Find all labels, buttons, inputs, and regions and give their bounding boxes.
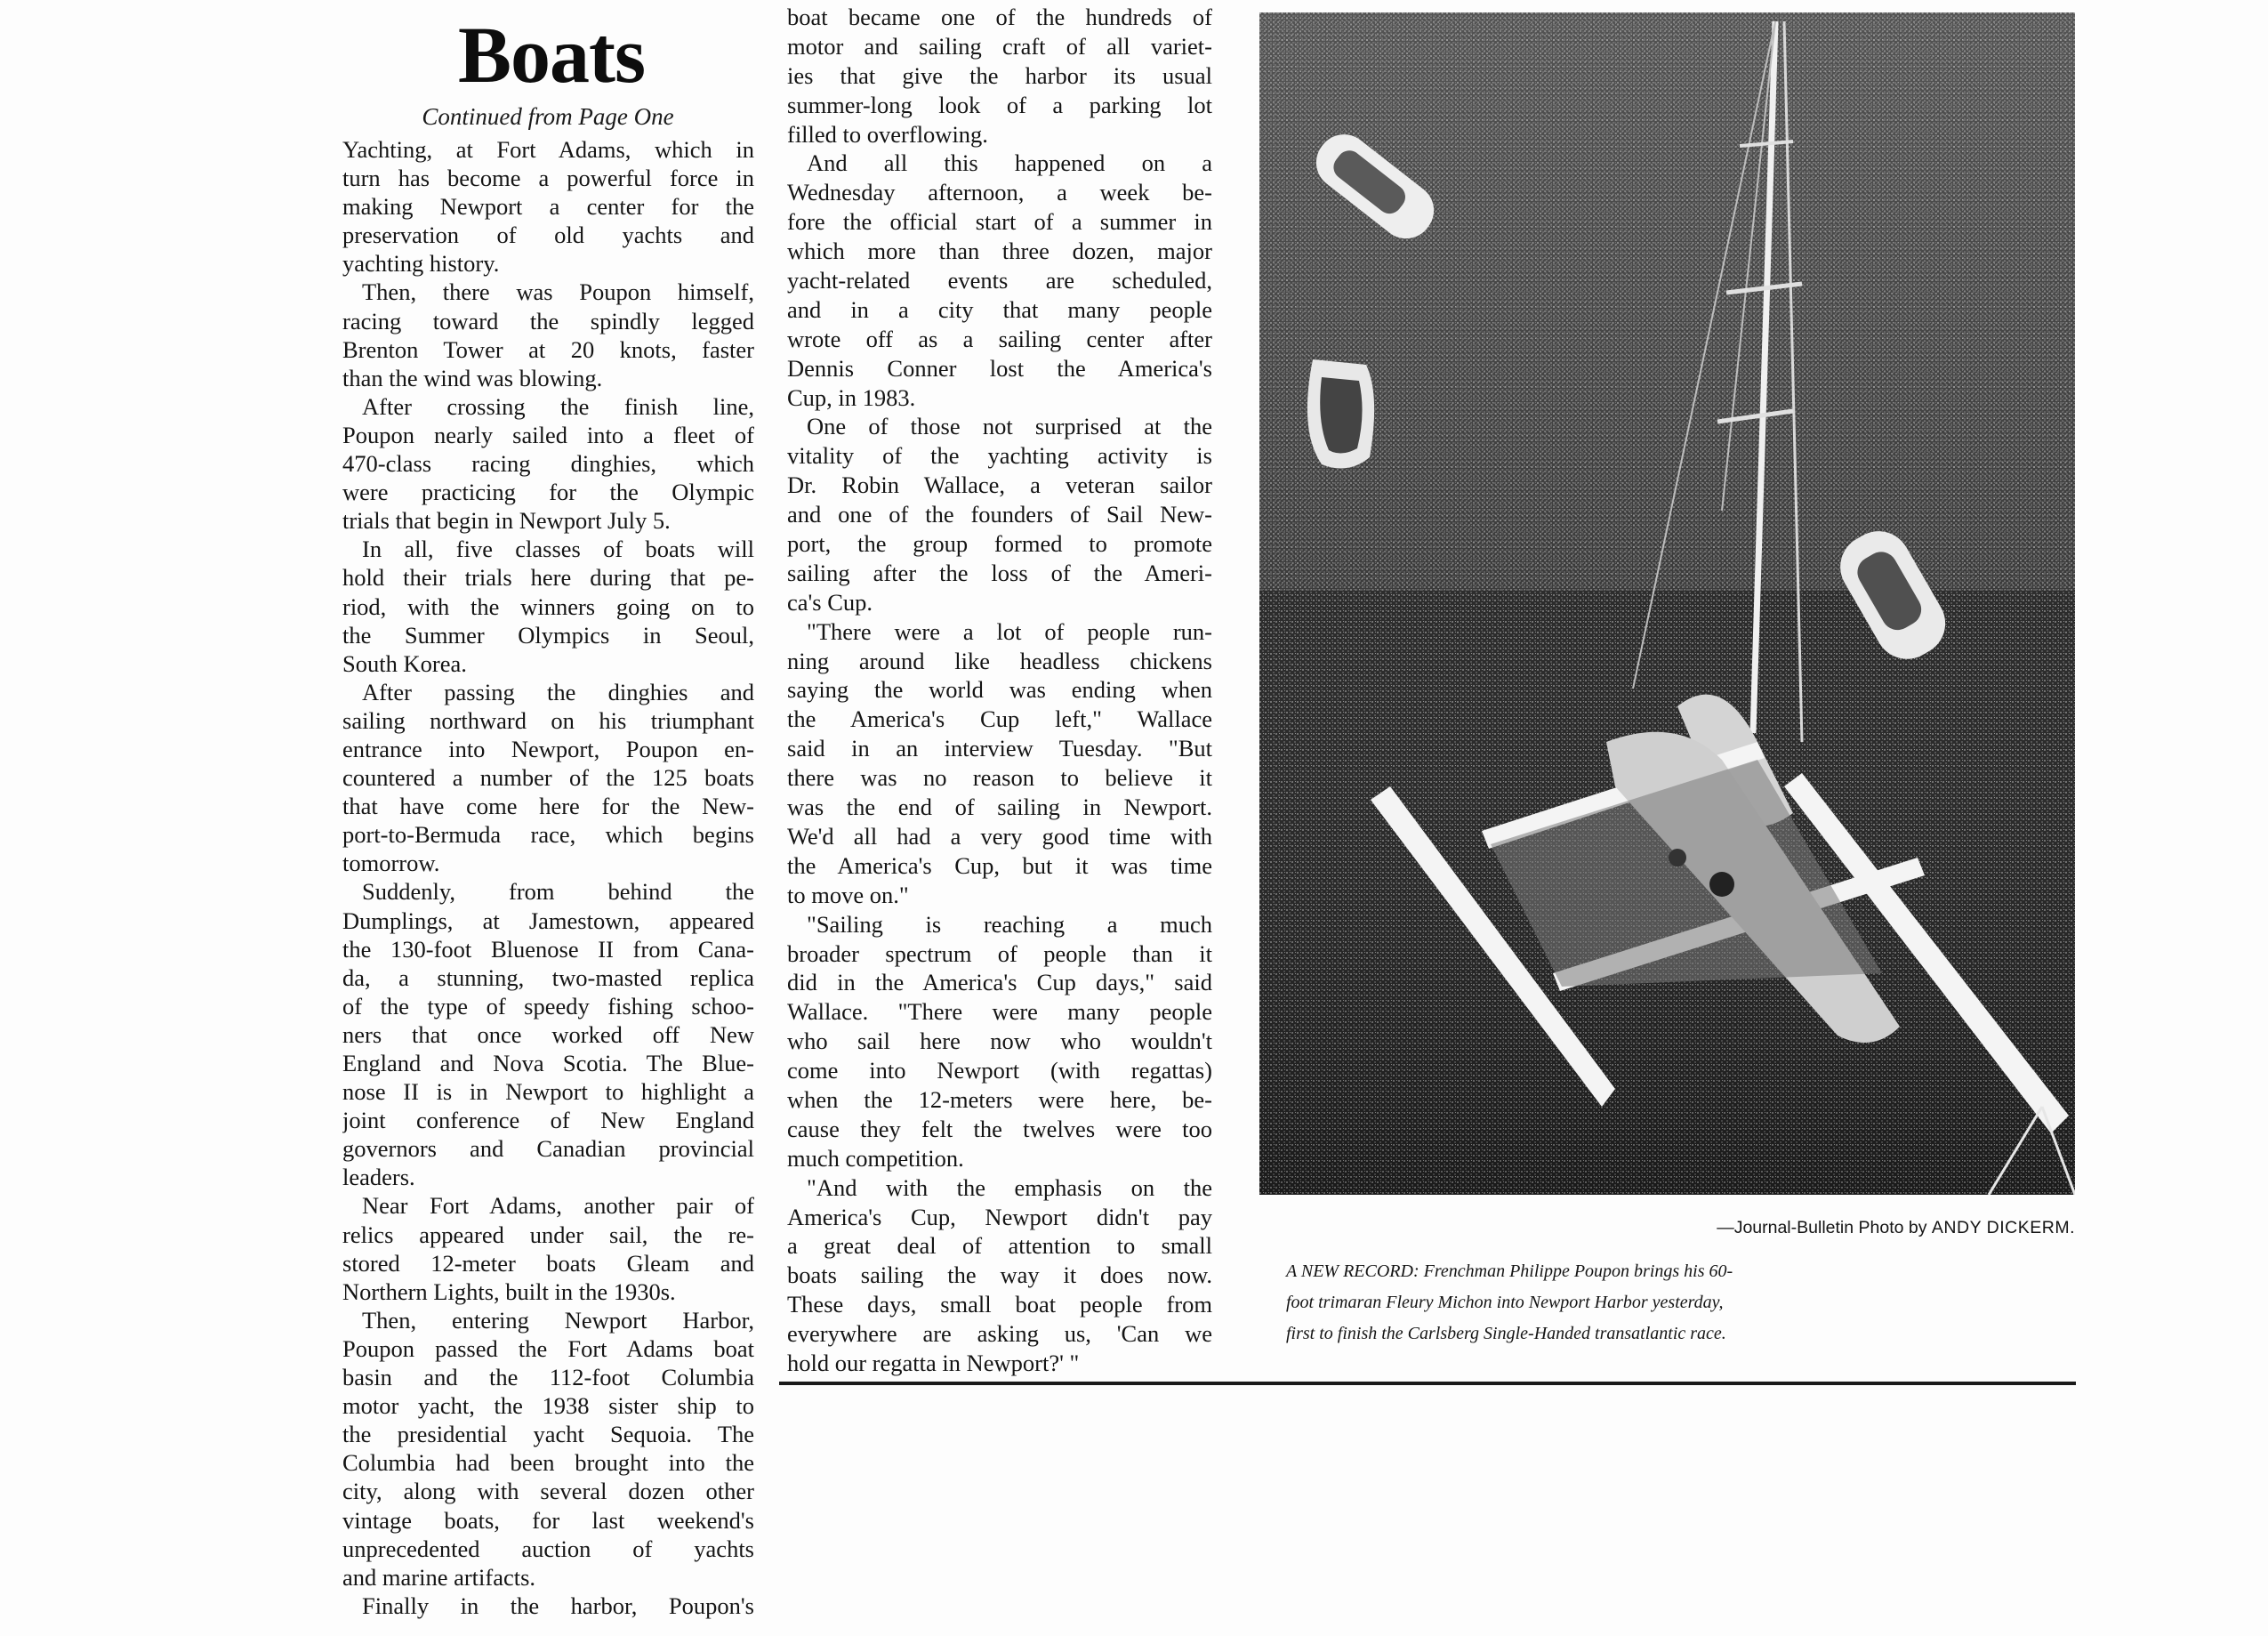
article-line: the 130-foot Bluenose II from Cana- — [342, 935, 754, 963]
article-line: entrance into Newport, Poupon en- — [342, 735, 754, 762]
article-line: motor and sailing craft of all variet- — [787, 32, 1212, 60]
article-line: unprecedented auction of yachts — [342, 1535, 754, 1562]
article-line: a great deal of attention to small — [787, 1232, 1212, 1260]
caption-line: foot trimaran Fleury Michon into Newport Harbor yesterday, — [1286, 1293, 1724, 1312]
article-line: Columbia had been brought into the — [342, 1449, 754, 1477]
article-line: ies that give the harbor its usual — [787, 61, 1212, 89]
article-line: Near Fort Adams, another pair of — [362, 1192, 754, 1220]
article-line: and in a city that many people — [787, 295, 1212, 323]
article-line: than the wind was blowing. — [342, 364, 603, 391]
article-line: was the end of sailing in Newport. — [787, 794, 1212, 821]
article-line: said in an interview Tuesday. "But — [787, 735, 1212, 762]
photographer-name: ANDY DICKERM. — [1931, 1218, 2075, 1237]
article-line: 470-class racing dinghies, which — [342, 450, 754, 478]
article-line: countered a number of the 125 boats — [342, 764, 754, 792]
article-line: ning around like headless chickens — [787, 647, 1212, 674]
article-line: In all, five classes of boats will — [362, 536, 754, 563]
article-line: were practicing for the Olympic — [342, 479, 754, 506]
trimaran-photo — [1259, 12, 2075, 1195]
article-line: when the 12-meters were here, be- — [787, 1085, 1212, 1113]
article-line: turn has become a powerful force in — [342, 165, 754, 192]
article-column-2 — [787, 3, 1212, 1378]
article-line: sailing after the loss of the Ameri- — [787, 559, 1212, 586]
article-column-1 — [342, 135, 754, 1620]
article-line: sailing northward on his triumphant — [342, 706, 754, 734]
article-line: port-to-Bermuda race, which begins — [342, 821, 754, 849]
article-line: Then, entering Newport Harbor, — [362, 1306, 754, 1334]
trimaran-photo-illustration — [1259, 12, 2075, 1195]
article-line: leaders. — [342, 1164, 415, 1191]
article-line: Finally in the harbor, Poupon's — [362, 1592, 754, 1619]
article-line: ners that once worked off New — [342, 1020, 754, 1048]
article-line: motor yacht, the 1938 sister ship to — [342, 1392, 754, 1420]
article-line: Suddenly, from behind the — [362, 878, 754, 906]
article-line: boats sailing the way it does now. — [787, 1261, 1212, 1289]
article-line: riod, with the winners going on to — [342, 592, 754, 620]
article-line: port, the group formed to promote — [787, 530, 1212, 558]
article-line: stored 12-meter boats Gleam and — [342, 1249, 754, 1277]
article-line: South Korea. — [342, 649, 467, 677]
article-line: summer-long look of a parking lot — [787, 91, 1212, 118]
article-line: hold our regatta in Newport?' " — [787, 1349, 1080, 1376]
article-line: everywhere are asking us, 'Can we — [787, 1320, 1212, 1348]
article-line: Poupon passed the Fort Adams boat — [342, 1334, 754, 1362]
caption-line: first to finish the Carlsberg Single-Handed transatlantic race. — [1286, 1324, 1726, 1343]
article-line: relics appeared under sail, the re- — [342, 1221, 754, 1248]
article-line: governors and Canadian provincial — [342, 1135, 754, 1163]
headline: Boats — [457, 12, 646, 100]
article-line: to move on." — [787, 881, 909, 908]
article-line: One of those not surprised at the — [807, 413, 1212, 440]
photo-credit-prefix: —Journal-Bulletin Photo by — [1717, 1218, 1927, 1237]
article-line: much competition. — [787, 1144, 964, 1172]
article-line: Brenton Tower at 20 knots, faster — [342, 335, 754, 363]
article-line: and marine artifacts. — [342, 1563, 536, 1591]
article-line: "And with the emphasis on the — [807, 1173, 1212, 1201]
article-line: who sail here now who wouldn't — [787, 1028, 1212, 1055]
article-line: basin and the 112-foot Columbia — [342, 1364, 754, 1391]
article-line: the America's Cup, but it was time — [787, 851, 1212, 879]
photo-credit — [1601, 1216, 2075, 1239]
article-line: yacht-related events are scheduled, — [787, 267, 1212, 294]
article-line: After passing the dinghies and — [362, 678, 754, 705]
article-line: da, a stunning, two-masted replica — [342, 963, 754, 991]
article-line: joint conference of New England — [342, 1107, 754, 1134]
article-line: Yachting, at Fort Adams, which in — [342, 136, 754, 163]
article-line: city, along with several dozen other — [342, 1478, 754, 1505]
article-line: which more than three dozen, major — [787, 238, 1212, 265]
article-line: After crossing the finish line, — [362, 392, 754, 420]
article-line: hold their trials here during that pe- — [342, 564, 754, 592]
article-line: ca's Cup. — [787, 588, 873, 616]
article-line: did in the America's Cup days," said — [787, 969, 1212, 996]
article-line: there was no reason to believe it — [787, 764, 1212, 792]
article-line: Dennis Conner lost the America's — [787, 354, 1212, 382]
photo-caption — [1286, 1256, 2078, 1350]
article-line: "There were a lot of people run- — [807, 617, 1212, 645]
article-line: the America's Cup left," Wallace — [787, 705, 1212, 733]
article-line: Cup, in 1983. — [787, 383, 916, 411]
article-line: Northern Lights, built in the 1930s. — [342, 1277, 676, 1305]
boat-left — [1307, 359, 1374, 469]
article-line: These days, small boat people from — [787, 1291, 1212, 1318]
article-line: We'd all had a very good time with — [787, 822, 1212, 850]
article-line: Wallace. "There were many people — [787, 998, 1212, 1026]
article-line: vitality of the yachting activity is — [787, 442, 1212, 470]
article-line: Then, there was Poupon himself, — [362, 278, 754, 306]
article-line: fore the official start of a summer in — [787, 208, 1212, 236]
article-line: broader spectrum of people than it — [787, 939, 1212, 967]
article-line: boat became one of the hundreds of — [787, 4, 1212, 30]
article-line: and one of the founders of Sail New- — [787, 501, 1212, 528]
article-line: come into Newport (with regattas) — [787, 1057, 1212, 1084]
article-line: saying the world was ending when — [787, 676, 1212, 704]
article-line: the Summer Olympics in Seoul, — [342, 621, 754, 649]
article-line: cause they felt the twelves were too — [787, 1115, 1212, 1142]
article-line: tomorrow. — [342, 850, 440, 877]
article-line: America's Cup, Newport didn't pay — [787, 1203, 1212, 1230]
article-line: vintage boats, for last weekend's — [342, 1506, 754, 1534]
bottom-rule — [779, 1382, 2076, 1385]
article-line: wrote off as a sailing center after — [787, 325, 1212, 352]
continued-from-label: Continued from Page One — [422, 103, 674, 130]
article-line: "Sailing is reaching a much — [807, 910, 1212, 938]
article-line: of the type of speedy fishing schoo- — [342, 992, 754, 1019]
caption-line: A NEW RECORD: Frenchman Philippe Poupon brings his 60- — [1286, 1261, 1733, 1281]
article-line: making Newport a center for the — [342, 193, 754, 221]
article-line: yachting history. — [342, 250, 500, 278]
article-line: Dumplings, at Jamestown, appeared — [342, 907, 754, 934]
article-line: England and Nova Scotia. The Blue- — [342, 1050, 754, 1076]
article-line: the presidential yacht Sequoia. The — [342, 1421, 754, 1448]
article-line: that have come here for the New- — [342, 793, 754, 820]
article-line: And all this happened on a — [807, 149, 1212, 177]
article-line: Poupon nearly sailed into a fleet of — [342, 421, 754, 448]
article-line: Wednesday afternoon, a week be- — [787, 179, 1212, 206]
article-line: racing toward the spindly legged — [342, 307, 754, 334]
article-line: preservation of old yachts and — [342, 222, 754, 249]
article-line: filled to overflowing. — [787, 120, 988, 148]
article-line: trials that begin in Newport July 5. — [342, 507, 671, 535]
article-line: nose II is in Newport to highlight a — [342, 1078, 754, 1106]
article-line: Dr. Robin Wallace, a veteran sailor — [787, 471, 1212, 499]
